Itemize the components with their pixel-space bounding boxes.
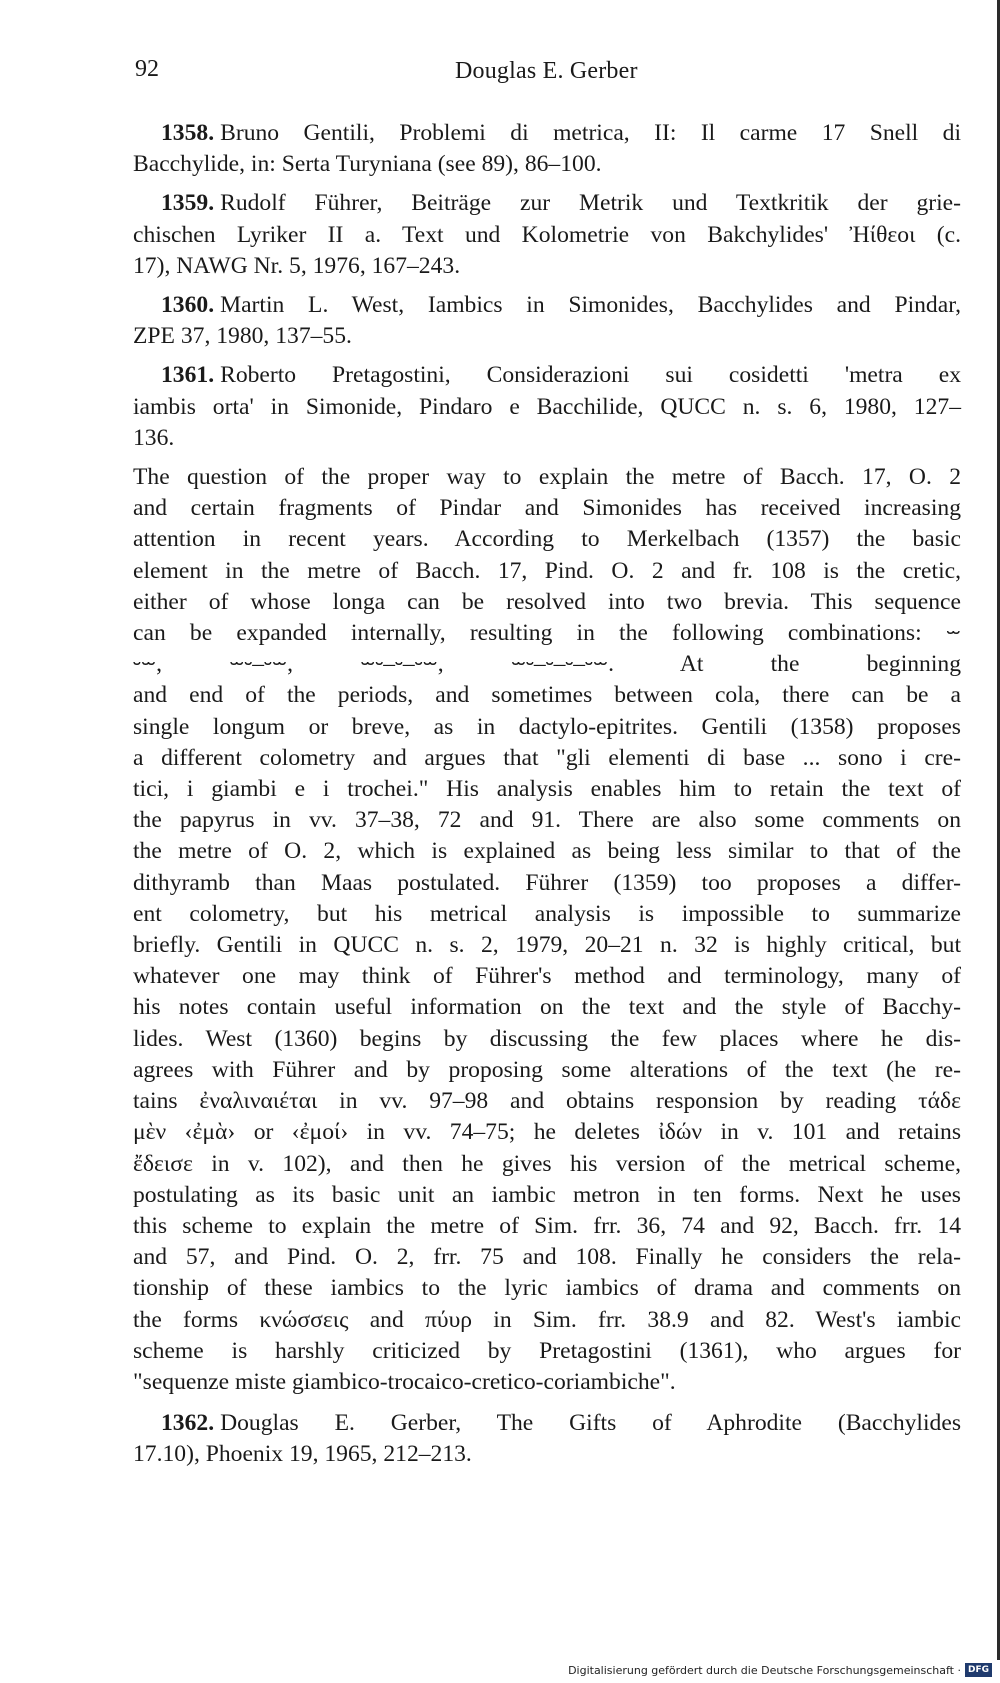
entry-text-line: Rudolf Führer, Beiträge zur Metrik und Textkritik der grie- [220, 190, 961, 217]
discussion-line: the metre of O. 2, which is explained as being less similar to that of the [133, 838, 961, 865]
entry-text-line: chischen Lyriker II a. Text und Kolometrie von Bakchylides' Ἠίθεοι (c. [133, 221, 961, 248]
discussion-line: either of whose longa can be resolved into two brevia. This sequence [133, 588, 961, 615]
discussion-line: μὲν ‹ἐμὰ› or ‹ἐμοί› in vv. 74–75; he deletes ἰδών in v. 101 and retains [133, 1119, 961, 1146]
bibliography-entry [133, 188, 961, 282]
discussion-line: postulating as its basic unit an iambic metron in ten forms. Next he uses [133, 1181, 961, 1208]
discussion-line: tici, i giambi e i trochei." His analysis enables him to retain the text of [133, 776, 961, 803]
discussion-line: and 57, and Pind. O. 2, frr. 75 and 108. Finally he considers the rela- [133, 1244, 961, 1271]
page-number: 92 [135, 56, 159, 82]
bibliography-entry-1362 [133, 1408, 961, 1470]
entry-number: 1358. [161, 120, 215, 146]
entry-number: 1360. [161, 292, 215, 319]
discussion-line: whatever one may think of Führer's method and terminology, many of [133, 963, 961, 990]
bibliography-entry [133, 118, 961, 180]
entry-number: 1361. [161, 362, 215, 389]
discussion-line: scheme is harshly criticized by Pretagostini (1361), who argues for [133, 1337, 961, 1364]
discussion-line: "sequenze miste giambico-trocaico-cretico-coriambiche". [133, 1368, 676, 1395]
discussion-paragraph [133, 462, 961, 1398]
discussion-line: attention in recent years. According to Merkelbach (1357) the basic [133, 526, 961, 553]
entry-text-line: Martin L. West, Iambics in Simonides, Bacchylides and Pindar, [220, 292, 961, 319]
page-content [133, 118, 961, 1479]
bibliography-entry [133, 1408, 961, 1470]
discussion-line: single longum or breve, as in dactylo-epitrites. Gentili (1358) proposes [133, 713, 961, 740]
entry-number: 1362. [161, 1410, 215, 1437]
discussion-line: the forms κνώσσεις and πύυρ in Sim. frr. 38.9 and 82. West's iambic [133, 1306, 961, 1333]
discussion-line: his notes contain useful information on the text and the style of Bacchy- [133, 994, 961, 1021]
discussion-line: The question of the proper way to explain the metre of Bacch. 17, O. 2 [133, 464, 961, 491]
entry-text-line: ZPE 37, 1980, 137–55. [133, 323, 352, 350]
entry-text-line: 136. [133, 424, 175, 451]
discussion-line: and end of the periods, and sometimes between cola, there can be a [133, 682, 961, 709]
running-head: Douglas E. Gerber [455, 58, 638, 84]
entry-text-line: 17), NAWG Nr. 5, 1976, 167–243. [133, 252, 461, 279]
discussion-line: and certain fragments of Pindar and Simonides has received increasing [133, 495, 961, 522]
discussion-line: briefly. Gentili in QUCC n. s. 2, 1979, 20–21 n. 32 is highly critical, but [133, 932, 961, 959]
footer-text: Digitalisierung gefördert durch die Deutsche Forschungsgemeinschaft · [568, 1663, 961, 1677]
discussion-line: agrees with Führer and by proposing some alterations of the text (he re- [133, 1056, 961, 1083]
discussion-line: this scheme to explain the metre of Sim. frr. 36, 74 and 92, Bacch. frr. 14 [133, 1212, 961, 1239]
page-header [135, 56, 960, 96]
bibliography-entry [133, 360, 961, 454]
bibliography-entries [133, 118, 961, 454]
discussion-line: the papyrus in vv. 37–38, 72 and 91. There are also some comments on [133, 807, 961, 834]
entry-text-line: Bruno Gentili, Problemi di metrica, II: Il carme 17 Snell di [220, 120, 961, 146]
entry-text-line: 17.10), Phoenix 19, 1965, 212–213. [133, 1441, 472, 1468]
discussion-line: a different colometry and argues that "gli elementi di base ... sono i cre- [133, 744, 961, 771]
digitization-footer [568, 1663, 992, 1677]
entry-text-line: Bacchylide, in: Serta Turyniana (see 89), 86–100. [133, 151, 602, 178]
discussion-line: lides. West (1360) begins by discussing the few places where he dis- [133, 1025, 961, 1052]
entry-text-line: Roberto Pretagostini, Considerazioni sui cosidetti 'metra ex [220, 362, 961, 389]
bibliography-entry [133, 290, 961, 352]
discussion-line: dithyramb than Maas postulated. Führer (1359) too proposes a differ- [133, 869, 961, 896]
discussion-line: ⏑⏖, ⏖⏑–⏑⏖, ⏖⏑–⏑–⏑⏖, ⏖⏑–⏑–⏑–⏑⏖. At the beginning [133, 651, 961, 678]
entry-text-line: iambis orta' in Simonide, Pindaro e Bacchilide, QUCC n. s. 6, 1980, 127– [133, 393, 961, 420]
discussion-line: tionship of these iambics to the lyric iambics of drama and comments on [133, 1275, 961, 1302]
entry-text-line: Douglas E. Gerber, The Gifts of Aphrodite (Bacchylides [220, 1410, 961, 1437]
entry-number: 1359. [161, 190, 215, 217]
discussion-line: ἔδεισε in v. 102), and then he gives his version of the metrical scheme, [133, 1150, 961, 1177]
discussion-line: can be expanded internally, resulting in the following combinations: ⏖ [133, 620, 961, 647]
discussion-line: element in the metre of Bacch. 17, Pind. O. 2 and fr. 108 is the cretic, [133, 557, 961, 584]
discussion-line: tains ἐναλιναιέται in vv. 97–98 and obtains responsion by reading τάδε [133, 1088, 961, 1115]
discussion-line: ent colometry, but his metrical analysis is impossible to summarize [133, 900, 961, 927]
dfg-logo: DFG [965, 1663, 992, 1677]
